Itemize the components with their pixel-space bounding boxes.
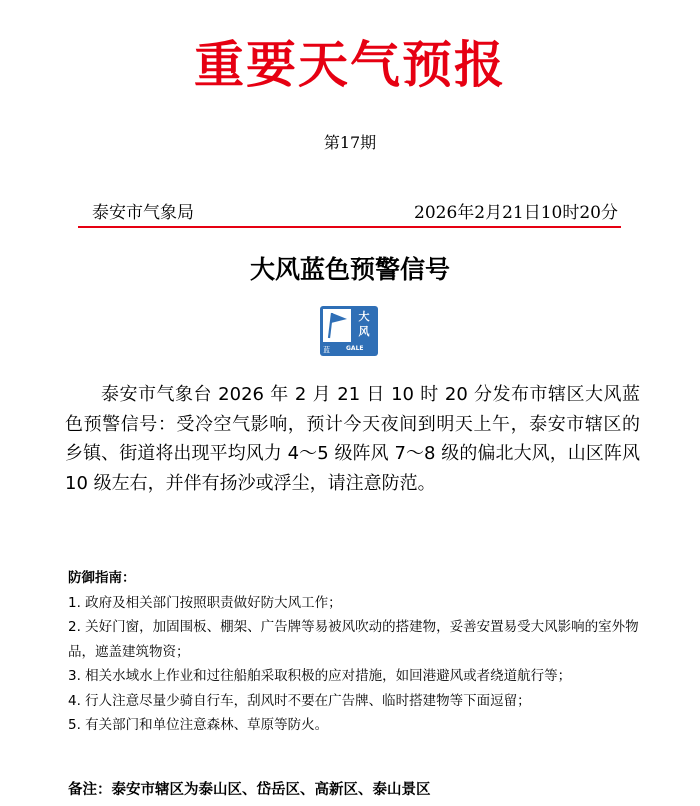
flag-panel	[323, 309, 351, 342]
page-title: 重要天气预报	[194, 35, 506, 94]
defense-guide	[68, 566, 648, 738]
guide-item: 5. 有关部门和单位注意森林、草原等防火。	[68, 717, 329, 733]
signal-level-label: 蓝	[323, 346, 330, 354]
issue-datetime: 2026年2月21日10时20分	[414, 203, 618, 223]
remark-note: 备注：泰安市辖区为泰山区、岱岳区、高新区、泰山景区	[68, 782, 431, 798]
issue-number: 第17期	[323, 133, 377, 152]
guide-item: 3. 相关水域水上作业和过往船舶采取积极的应对措施，如回港避风或者绕道航行等；	[68, 668, 572, 684]
alert-title: 大风蓝色预警信号	[249, 255, 450, 284]
red-divider	[78, 226, 621, 228]
wind-flag-icon	[323, 309, 351, 342]
guide-heading: 防御指南：	[68, 570, 136, 586]
alert-body: 泰安市气象台 2026 年 2 月 21 日 10 时 20 分发布市辖区大风蓝色预警信号：受冷空气影响，预计今天夜间到明天上午，泰安市辖区的乡镇、街道将出现平均风力 4～5 级阵风 7～8 级的偏北大风，山区阵风 10 级左右，并伴有扬沙或浮尘，请注意防范。	[65, 384, 640, 494]
guide-item: 4. 行人注意尽量少骑自行车，刮风时不要在广告牌、临时搭建物等下面逗留；	[68, 692, 531, 709]
meta-row	[86, 198, 618, 223]
signal-en-label: GALE	[346, 345, 364, 352]
signal-glyph: 大风	[358, 310, 370, 338]
gale-blue-signal-icon	[320, 306, 378, 356]
guide-item: 1. 政府及相关部门按照职责做好防大风工作；	[68, 594, 342, 611]
issuing-agency: 泰安市气象局	[92, 203, 194, 223]
guide-item: 2. 关好门窗，加固围板、棚架、广告牌等易被风吹动的搭建物，妥善安置易受大风影响的室外物品，遮盖建筑物资；	[68, 619, 639, 660]
